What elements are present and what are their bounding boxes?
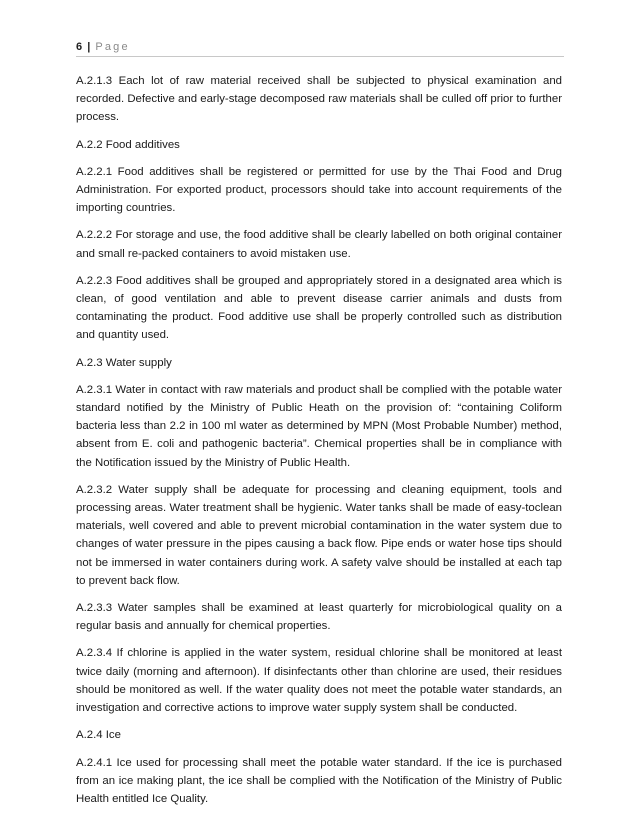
header-divider [76, 56, 564, 57]
document-body [76, 72, 562, 817]
paragraph-a2-2-3: A.2.2.3 Food additives shall be grouped and appropriately stored in a designated area which is clean, of good ventilation and able to prevent disease carrier animals and dusts from contaminating the product. Food additive use shall be properly controlled such as distribution and quantity used. [76, 274, 562, 342]
paragraph-a2-3-1: A.2.3.1 Water in contact with raw materials and product shall be complied with the potable water standard notified by the Ministry of Public Heath on the provision of: “containing Coliform bacteria less than 2.2 in 100 ml water as determined by MPN (Most Probable Number) method, absent from E. coli and pathogenic bacteria”. Chemical properties shall be in compliance with the Notification issued by the Ministry of Public Health. [76, 383, 562, 469]
page-number: 6 [76, 41, 83, 53]
paragraph-a2-2-2: A.2.2.2 For storage and use, the food additive shall be clearly labelled on both original container and small re-packed containers to avoid mistaken use. [76, 229, 562, 260]
paragraph-a2-4-1: A.2.4.1 Ice used for processing shall meet the potable water standard. If the ice is purchased from an ice making plant, the ice shall be complied with the Notification of the Ministry of Public Health entitled Ice Quality. [76, 756, 562, 805]
header-separator: | [87, 41, 91, 53]
page-label: Page [95, 41, 130, 53]
paragraph-a2-3-4: A.2.3.4 If chlorine is applied in the water system, residual chlorine shall be monitored at least twice daily (morning and afternoon). If disinfectants other than chlorine are used, their residues should be monitored as well. If the water quality does not meet the potable water standards, an investigation and corrective actions to improve water supply system shall be conducted. [76, 647, 562, 715]
section-heading-a2-3: A.2.3 Water supply [76, 356, 172, 369]
section-heading-a2-2: A.2.2 Food additives [76, 138, 180, 151]
paragraph-a2-2-1: A.2.2.1 Food additives shall be registered or permitted for use by the Thai Food and Drug Administration. For exported product, processors should take into account requirements of the importing countries. [76, 165, 562, 215]
section-heading-a2-4: A.2.4 Ice [76, 729, 121, 742]
paragraph-a2-3-3: A.2.3.3 Water samples shall be examined at least quarterly for microbiological quality on a regular basis and annually for chemical properties. [76, 602, 562, 633]
page-header [76, 40, 564, 56]
paragraph-a2-1-3: A.2.1.3 Each lot of raw material received shall be subjected to physical examination and recorded. Defective and early-stage decomposed raw materials shall be culled off prior to further process. [76, 75, 562, 124]
paragraph-a2-3-2: A.2.3.2 Water supply shall be adequate for processing and cleaning equipment, tools and processing areas. Water treatment shall be hygienic. Water tanks shall be made of easy-toclean materials, well covered and able to prevent microbial contamination in the water system due to changes of water pressure in the pipes causing a back flow. Pipe ends or water hose tips should not be immersed in water containers during work. A safety valve should be installed at each tap to prevent back flow. [76, 483, 562, 587]
